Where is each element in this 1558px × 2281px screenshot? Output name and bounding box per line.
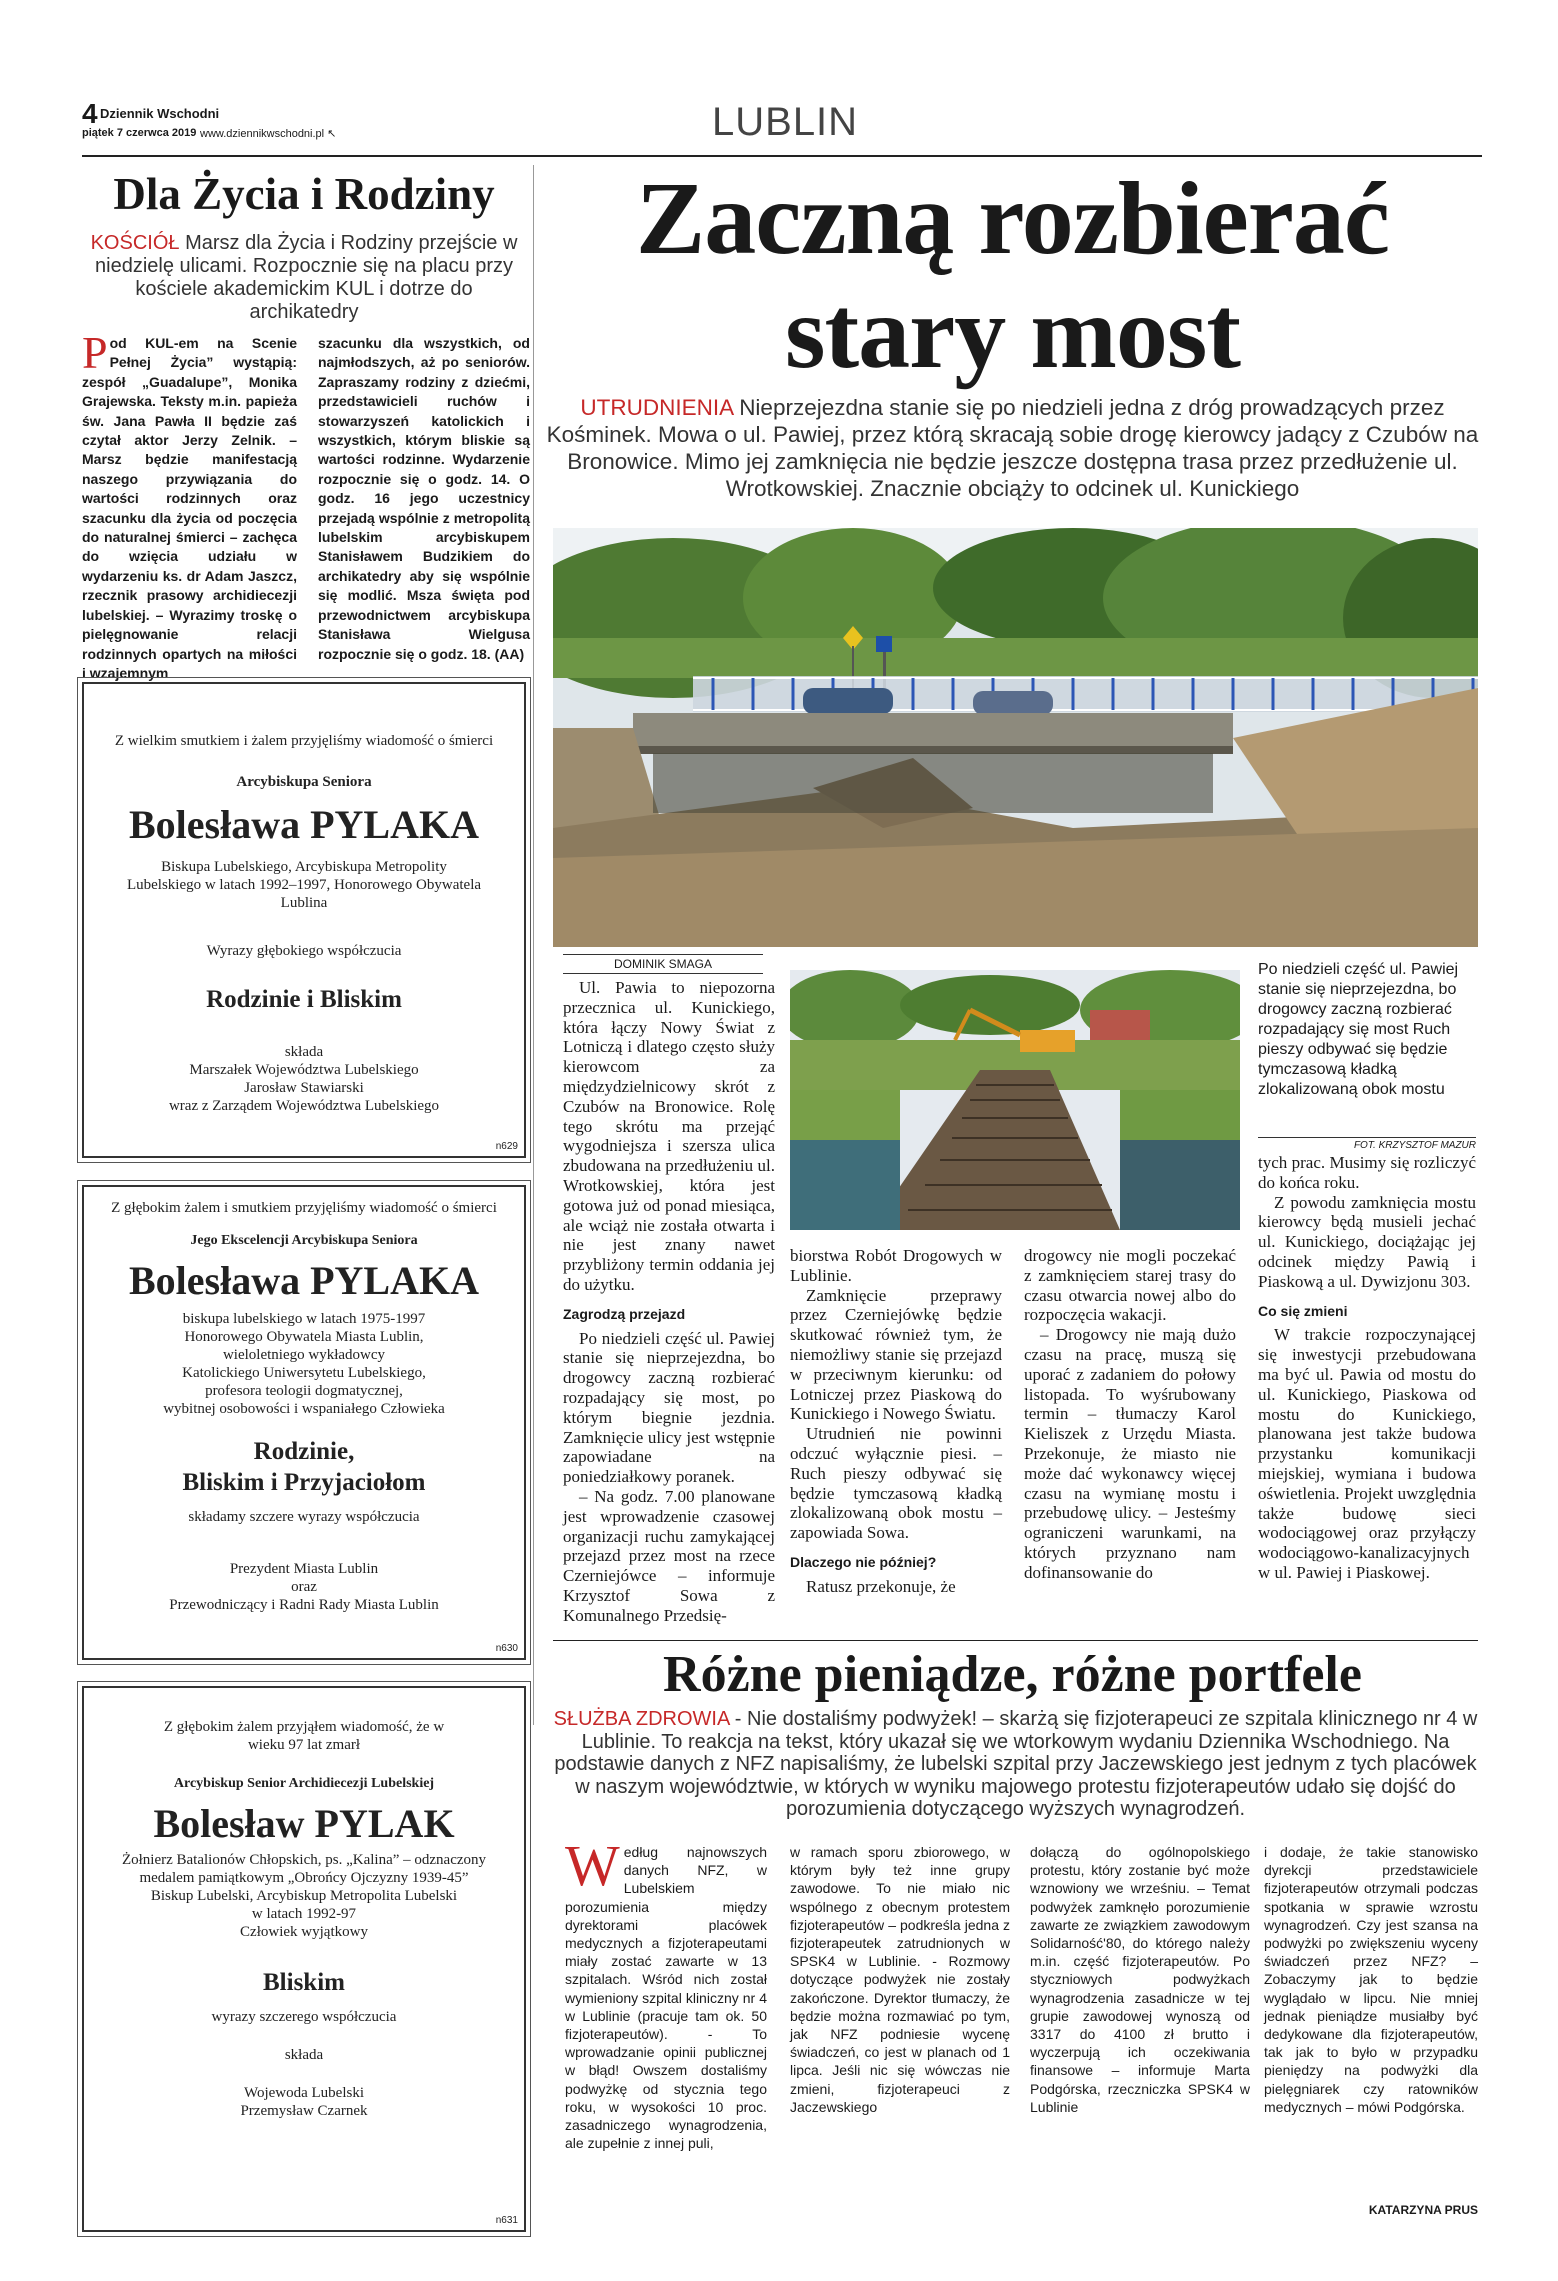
- main-article-col-1: [563, 978, 775, 1626]
- column-divider: [533, 165, 534, 1725]
- left-article-dropcap: P: [82, 327, 108, 378]
- left-article-title: Dla Życia i Rodziny: [113, 169, 495, 219]
- main-col-2-subheading: Dlaczego nie później?: [790, 1553, 937, 1570]
- obituary-2-title-5: profesora teologii dogmatycznej,: [205, 1383, 403, 1399]
- obituary-1-code: n629: [495, 1141, 518, 1152]
- main-article-col-3: [1024, 1246, 1236, 1583]
- left-article-col-2: szacunku dla wszystkich, od najmłodszych, aż po seniorów. Zapraszamy rodziny z dziećmi, przedstawicieli ruchów i stowarzyszeń katolickich i wszystkich, którym bliskie są wartości rodzinne. Wydarzenie rozpocznie się o godz. 14. O godz. 16 jego uczestnicy przejadą wspólnie z metropolitą lubelskim arcybiskupem Stanisławem Budzikiem do archikatedry aby się wspólnie się modlić. Msza święta pod przewodnictwem arcybiskupa Stanisława Wielgusa rozpocznie się o godz. 18. (AA): [318, 335, 530, 662]
- main-headline-line-2: stary most: [784, 275, 1240, 390]
- left-article-lede-text: Marsz dla Życia i Rodziny przejście w niedzielę ulicami. Rozpocznie się na placu przy kościele akademickim KUL i dotrze do archikatedry: [95, 232, 518, 323]
- main-col-4-paragraph-2: Z powodu zamknięcia mostu kierowcy będą musieli jechać ul. Kunickiego, dociążając jej odcinek między Pawią i Piaskową a ul. Dywizjonu 303.: [1258, 1192, 1476, 1291]
- main-col-2-paragraph-1: biorstwa Robót Drogowych w Lublinie.: [790, 1246, 1002, 1285]
- obituary-1-condolence: Wyrazy głębokiego współczucia: [206, 943, 402, 959]
- left-article-kicker: KOŚCIÓŁ: [90, 232, 180, 254]
- main-article-col-4: [1258, 1153, 1476, 1583]
- obituary-2-title-1: biskupa lubelskiego w latach 1975-1997: [182, 1311, 426, 1327]
- left-article-lede: [82, 232, 526, 324]
- obituary-1-signatory-3: wraz z Zarządem Województwa Lubelskiego: [168, 1098, 440, 1114]
- header-rule: [82, 155, 1482, 157]
- main-col-3-paragraph-1: drogowcy nie mogli poczekać z zamknięciem starej trasy do czasu otwarcia nowej albo do rozpoczęcia wakacji.: [1024, 1246, 1236, 1325]
- paper-url: [200, 127, 336, 140]
- obituary-1-signatory-2: Jarosław Stawiarski: [244, 1080, 364, 1096]
- main-col-4-paragraph-3: W trakcie rozpoczynającej się inwestycji przebudowana ma być ul. Pawia od mostu do ul. Kunickiego, Piaskowa od mostu do Kunickiego, planowana jest także budowa przystanku komunikacji miejskiej, wymiana i budowa oświetlenia. Projekt uwzględnia także budowę sieci wodociągowej oraz przyłączy wodociągowo-kanalizacyjnych w ul. Pawiej i Piaskowej.: [1258, 1325, 1476, 1582]
- second-article-col-3: dołączą do ogólnopolskiego protestu, który zostanie być może wznowiony we wrześniu. – Temat podwyżek zamknęło porozumienie zawarte ze związkiem zawodowym Solidarność'80, do którego należy m.in. część fizjoterapeutów. Po styczniowych podwyżkach wynagrodzenia zasadnicze w tej grupie zawodowej wynoszą od 3317 do 4100 zł brutto i wyczerpują ich oczekiwania finansowe – informuje Marta Podgórska, rzeczniczka SPSK4 w Lublinie: [1030, 1844, 1250, 2115]
- issue-date: piątek 7 czerwca 2019: [82, 127, 197, 139]
- obituary-1-titles: Biskupa Lubelskiego, Arcybiskupa Metropolity Lubelskiego w latach 1992–1997, Honorowego Obywatela Lublina: [126, 859, 482, 911]
- page-number: 4: [82, 98, 98, 129]
- second-article-title: Różne pieniądze, różne portfele: [663, 1646, 1362, 1703]
- left-article-col-1-text: od KUL-em na Scenie Pełnej Życia” wystąpią: zespół „Guadalupe”, Monika Grajewska. Teksty m.in. papieża św. Jana Pawła II będzie zaś czytał aktor Jerzy Zelnik. – Marsz będzie manifestacją naszego przywiązania do wartości rodzinnych oraz szacunku dla życia od poczęcia do naturalnej śmierci – zachęca do wzięcia udziału w wydarzeniu ks. dr Adam Jaszcz, rzecznik prasowy archidiecezji lubelskiej. – Wyrazimy troskę o pielęgnowanie relacji rodzinnych opartych na miłości i wzajemnym: [82, 335, 297, 681]
- second-article-lede-text: - Nie dostaliśmy podwyżek! – skarżą się fizjoterapeuci ze szpitala klinicznego nr 4 w Lublinie. To reakcja na tekst, który ukazał się we wtorkowym wydaniu Dziennika Wschodniego. Na podstawie danych z NFZ napisaliśmy, że lubelski szpital przy Jaczewskiego jest jednym z tych placówek w naszym województwie, w których w wyniku majowego protestu fizjoterapeutów udało się dojść do porozumienia dotyczącego wyższych wynagrodzeń.: [554, 1708, 1478, 1820]
- obituary-2-family-1: Rodzinie,: [253, 1438, 355, 1465]
- main-article-lede: [545, 394, 1480, 502]
- obituary-3-intro: Z głębokim żalem przyjąłem wiadomość, że w wieku 97 lat zmarł: [163, 1719, 445, 1753]
- main-headline: [545, 162, 1480, 390]
- main-article-lede-text: Nieprzejezdna stanie się po niedzieli jedna z dróg prowadzących przez Kośminek. Mowa o ul. Pawiej, przez którą skracają sobie drogę kierowcy jadący z Czubów na Bronowice. Mimo jej zamknięcia nie będzie jeszcze dostępna trasa przez przedłużenie ul. Wrotkowskiej. Znacznie obciąży to odcinek ul. Kunickiego: [546, 395, 1479, 501]
- obituary-2-signatory-3: Przewodniczący i Radni Rady Miasta Lublin: [169, 1597, 439, 1613]
- second-article-author: KATARZYNA PRUS: [1368, 2203, 1478, 2217]
- second-article-col-4: i dodaje, że takie stanowisko dyrekcji przedstawiciele fizjoterapeutów otrzymali podczas spotkania w sprawie wzrostu wynagrodzeń. Czy jest szansa na podwyżki po zwiększeniu wyceny świadczeń przez NFZ? – Zobaczymy jak to będzie wyglądało w lipcu. Nie mniej jednak pieniądze musiałby być dedykowane dla fizjoterapeutów, tak jak to było w przypadku pieniędzy na podwyżki dla pielęgniarek czy ratowników medycznych – mówi Podgórska.: [1264, 1844, 1478, 2115]
- obituary-3-title-5: Człowiek wyjątkowy: [240, 1924, 368, 1940]
- obituary-2-title-3: wieloletniego wykładowcy: [222, 1347, 386, 1363]
- main-col-4-subheading: Co się zmieni: [1258, 1302, 1348, 1319]
- obituary-1-intro: Z wielkim smutkiem i żalem przyjęliśmy wiadomość o śmierci: [114, 733, 494, 749]
- obituary-1-submitted: składa: [284, 1044, 324, 1060]
- main-col-2-paragraph-3: Utrudnień nie powinni odczuć wyłącznie piesi. – Ruch pieszy odbywać się będzie tymczasową kładką zlokalizowaną obok mostu – zapowiada Sowa.: [790, 1424, 1002, 1543]
- main-article-col-2: [790, 1246, 1002, 1597]
- cursor-icon: ↖: [324, 128, 337, 140]
- obituary-3-title-4: w latach 1992-97: [251, 1906, 357, 1922]
- second-article-col-1: [565, 1833, 767, 2152]
- paper-name: Dziennik Wschodni: [100, 106, 220, 121]
- obituary-3-title-2: medalem pamiątkowym „Obrońcy Ojczyzny 1939-45”: [139, 1870, 469, 1886]
- photo-credit-1: DOMINIK SMAGA: [563, 954, 763, 974]
- obituary-2-name: Bolesława PYLAKA: [129, 1258, 479, 1303]
- photo-credit-2: FOT. KRZYSZTOF MAZUR: [1258, 1137, 1476, 1151]
- obituary-3-title-3: Biskup Lubelski, Arcybiskup Metropolita Lubelski: [150, 1888, 458, 1904]
- second-article-lede: [553, 1708, 1478, 1821]
- second-article-kicker: SŁUŻBA ZDROWIA: [553, 1708, 730, 1730]
- obituary-3-title-1: Żołnierz Batalionów Chłopskich, ps. „Kalina” – odznaczony: [121, 1852, 487, 1868]
- obituary-2-title-4: Katolickiego Uniwersytetu Lubelskiego,: [182, 1365, 426, 1381]
- obituary-3-signatory-2: Przemysław Czarnek: [240, 2103, 368, 2119]
- section-title: LUBLIN: [712, 100, 859, 144]
- obituary-2-code: n630: [495, 1643, 518, 1654]
- obituary-2-title-6: wybitnej osobowości i wspaniałego Człowieka: [163, 1401, 445, 1417]
- article-separator: [553, 1640, 1478, 1641]
- obituary-2: [82, 1185, 526, 1660]
- obituary-3-submitted: składa: [284, 2047, 324, 2063]
- obituary-2-title-2: Honorowego Obywatela Miasta Lublin,: [184, 1329, 424, 1345]
- main-col-4-paragraph-1: tych prac. Musimy się rozliczyć do końca roku.: [1258, 1153, 1476, 1192]
- main-col-1-subheading: Zagrodzą przejazd: [563, 1305, 686, 1322]
- obituary-2-signatory-2: oraz: [291, 1579, 317, 1595]
- main-article-kicker: UTRUDNIENIA: [580, 395, 733, 420]
- obituary-2-rank: Jego Ekscelencji Arcybiskupa Seniora: [190, 1233, 418, 1248]
- photo-caption: Po niedzieli część ul. Pawiej stanie się nieprzejezdna, bo drogowcy zaczną rozbierać rozpadający się most Ruch pieszy odbywać się będzie tymczasową kładką zlokalizowaną obok mostu: [1258, 961, 1459, 1098]
- second-article-col-2: w ramach sporu zbiorowego, w którym były też inne grupy zawodowe. To nie miało nic wspólnego z obecnym protestem fizjoterapeutów – podkreśla jedna z fizjoterapeutek zatrudnionych w SPSK4 w Lublinie. - Rozmowy dotyczące podwyżek nie zostały zakończone. Dyrektor tłumaczy, że będzie można rozmawiać po tym, jak NFZ podniesie wycenę świadczeń, co jest w planach od 1 lipca. Jeśli nic się wówczas nie zmieni, fizjoterapeuci z Jaczewskiego: [790, 1844, 1010, 2115]
- main-col-3-paragraph-2: – Drogowcy nie mają dużo czasu na pracę, muszą się uporać z zadaniem do połowy listopada. To wyśrubowany termin – tłumaczy Karol Kieliszek z Urzędu Miasta. Przekonuje, że miasto nie może dać wykonawcy więcej czasu na wymianę mostu i przebudowę ulicy. – Jesteśmy ograniczeni warunkami, na których przyznano nam dofinansowanie do: [1024, 1325, 1236, 1582]
- obituary-2-condolence: składamy szczere wyrazy współczucia: [188, 1509, 420, 1525]
- obituary-2-signatory-1: Prezydent Miasta Lublin: [229, 1561, 379, 1577]
- obituary-2-family-2: Bliskim i Przyjaciołom: [182, 1469, 426, 1496]
- obituary-1-rank: Arcybiskupa Seniora: [236, 774, 372, 790]
- obituary-1-signatory-1: Marszałek Województwa Lubelskiego: [189, 1062, 419, 1078]
- main-col-1-paragraph-1: Ul. Pawia to niepozorna przecznica ul. Kunickiego, która łączy Nowy Świat z Lotniczą i dlatego często służy kierowcom za międzydzielnicowy skrót z Czubów na Bronowice. Rolę tego skrótu ma przejąć wygodniejsza i szersza ulica zbudowana na przedłużeniu ul. Wrotkowskiej, która jest gotowa już od ponad miesiąca, ale wciąż nie została otwarta i nie jest znany nawet przybliżony termin oddania jej do użytku.: [563, 978, 775, 1294]
- main-col-1-paragraph-3: – Na godz. 7.00 planowane jest wprowadzenie czasowej organizacji ruchu zamykającej przejazd przez most na rzece Czerniejówce – informuje Krzysztof Sowa z Komunalnego Przedsię-: [563, 1486, 775, 1625]
- paper-url-text: www.dziennikwschodni.pl: [200, 128, 325, 140]
- main-col-2-paragraph-2: Zamknięcie przeprawy przez Czerniejówkę będzie skutkować również tym, że niemożliwy stanie się przejazd w przeciwnym kierunku: od Lotniczej przez Piaskową do Kunickiego i Nowego Światu.: [790, 1285, 1002, 1424]
- left-article-col-1: [82, 327, 297, 683]
- obituary-1-name: Bolesława PYLAKA: [129, 802, 479, 847]
- obituary-1-family: Rodzinie i Bliskim: [206, 986, 402, 1013]
- obituary-3-rank: Arcybiskup Senior Archidiecezji Lubelskiej: [173, 1776, 435, 1791]
- obituary-3-family: Bliskim: [263, 1969, 345, 1996]
- obituary-3: [82, 1686, 526, 2232]
- bridge-photo: [553, 528, 1478, 947]
- second-article-col-1-text: edług najnowszych danych NFZ, w Lubelskiem porozumienia między dyrektorami placówek medycznych a fizjoterapeutami miały zostać zawarte w 13 szpitalach. Wśród nich został wymieniony szpital kliniczny nr 4 w Lublinie (pracuje tam ok. 50 fizjoterapeutów). - To wprowadzanie opinii publicznej w błąd! Owszem dostaliśmy podwyżkę od stycznia tego roku, w wysokości 10 proc. zasadniczego wynagrodzenia, ale zupełnie z innej puli,: [565, 1844, 767, 2152]
- obituary-1: [82, 682, 526, 1158]
- obituary-3-code: n631: [495, 2215, 518, 2226]
- obituary-3-name: Bolesław PYLAK: [153, 1801, 455, 1846]
- bridge-photo-illustration: [553, 528, 1478, 947]
- second-article-dropcap: W: [565, 1833, 620, 1898]
- obituary-3-condolence: wyrazy szczerego współczucia: [211, 2009, 397, 2025]
- main-col-1-paragraph-2: Po niedzieli część ul. Pawiej stanie się nieprzejezdna, bo drogowcy zaczną rozbierać rozpadający się most, po którym biegnie jezdnia. Zamknięcie ulicy jest wstępnie zapowiadane na poniedziałkowy poranek.: [563, 1328, 775, 1487]
- footbridge-photo-illustration: [790, 970, 1240, 1230]
- main-headline-line-1: Zaczną rozbierać: [635, 161, 1390, 276]
- footbridge-photo: [790, 970, 1240, 1230]
- main-col-2-paragraph-4: Ratusz przekonuje, że: [806, 1576, 956, 1596]
- obituary-3-signatory-1: Wojewoda Lubelski: [243, 2085, 364, 2101]
- obituary-2-intro: Z głębokim żalem i smutkiem przyjęliśmy wiadomość o śmierci: [111, 1200, 497, 1216]
